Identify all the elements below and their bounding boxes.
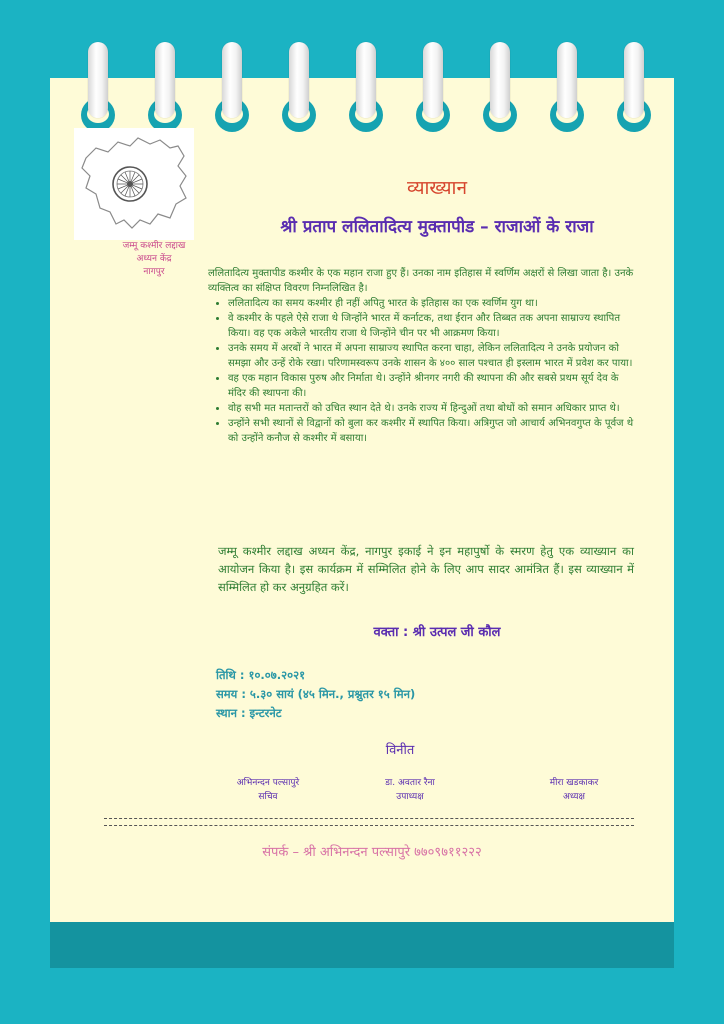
signatory-role: सचिव	[258, 792, 278, 802]
signatory	[504, 776, 644, 804]
spiral-ring	[618, 42, 650, 132]
signatory	[198, 776, 338, 804]
intro-paragraph: ललितादित्य मुक्तापीड कश्मीर के एक महान राजा हुए हैं। उनका नाम इतिहास में स्वर्णिम अक्षरों से लिखा जाता है। उनके व्यक्तित्व का संक्षिप्त विवरण निम्नलिखित है।	[208, 268, 634, 294]
bullet-item: • उन्होंने सभी स्थानों से विद्वानों को बुला कर कश्मीर में स्थापित किया। अत्रिगुप्त जो आचार्य अभिनवगुप्त के पूर्वज थे को उन्होंने कनौज से कश्मीर में बसाया।	[228, 416, 634, 446]
spiral-ring	[149, 42, 181, 132]
logo-caption-line: अध्यन केंद्र	[136, 254, 172, 264]
signatory	[340, 776, 480, 804]
speaker-line: वक्ता : श्री उत्पल जी कौल	[373, 625, 501, 640]
closing-word: विनीत	[385, 743, 415, 758]
spiral-ring	[216, 42, 248, 132]
dashed-divider	[104, 818, 634, 826]
bullet-item: • वोह सभी मत मतान्तरों को उचित स्थान देते थे। उनके राज्य में हिन्दुओं तथा बोधों को समान अधिकार प्राप्त थे।	[228, 401, 634, 416]
logo-caption-line: नागपुर	[143, 267, 165, 277]
invitation-paragraph: जम्मू कश्मीर लद्दाख अध्यन केंद्र, नागपुर इकाई ने इन महापुर्षो के स्मरण हेतु एक व्याख्यान का आयोजन किया है। इस कार्यक्रम में सम्मिलित होने के लिए आप सादर आमंत्रित हैं। इस व्याख्यान में सम्मिलित हो कर अनुग्रहित करें।	[218, 544, 634, 594]
spiral-ring	[350, 42, 382, 132]
signatory-name: मीरा खडकाकर	[549, 778, 599, 788]
page-subtitle: श्री प्रताप ललितादित्य मुक्तापीड – राजाओं के राजा	[280, 217, 594, 237]
spiral-ring	[551, 42, 583, 132]
signatory-role: अध्यक्ष	[563, 792, 585, 802]
bullet-item: • वे कश्मीर के पहले ऐसे राजा थे जिन्होंने भारत में कर्नाटक, तथा ईरान और तिब्बत तक अपना साम्राज्य स्थापित किया। वह एक अकेले भारतीय राजा थे जिन्होंने चीन पर भी आक्रमण किया।	[228, 311, 634, 341]
spiral-ring	[283, 42, 315, 132]
event-date: तिथि : १०.०७.२०२१	[216, 668, 306, 682]
signatory-name: डा. अवतार रैना	[385, 778, 435, 788]
description-block	[208, 266, 634, 446]
bullet-list	[208, 296, 634, 446]
event-place: स्थान : इन्टरनेट	[216, 706, 282, 720]
event-details	[216, 666, 415, 723]
spiral-ring	[82, 42, 114, 132]
signatory-name: अभिनन्दन पल्सापुरे	[236, 778, 300, 788]
bullet-item: • वह एक महान विकास पुरुष और निर्माता थे। उन्होंने श्रीनगर नगरी की स्थापना की और सबसे प्रथम सूर्य देव के मंदिर की स्थापना की।	[228, 371, 634, 401]
bullet-item: • उनके समय में अरबों ने भारत में अपना साम्राज्य स्थापित करना चाहा, लेकिन ललितादित्य ने उनके प्रयोजन को समझा और उन्हें रोके रखा। परिणामस्वरूप उनके शासन के ४०० साल पश्चात ही इस्लाम भारत में प्रवेश कर पाया।	[228, 341, 634, 371]
notepad-footer-band	[50, 922, 674, 968]
page-title: व्याख्यान	[406, 177, 468, 199]
jk-map-emblem-icon	[74, 128, 194, 240]
spiral-ring	[417, 42, 449, 132]
logo-caption-line: जम्मू कश्मीर लद्दाख	[122, 241, 186, 251]
contact-line: संपर्क – श्री अभिनन्दन पल्सापुरे ७७०९७११२२२	[262, 845, 482, 860]
bullet-item: • ललितादित्य का समय कश्मीर ही नहीं अपितु भारत के इतिहास का एक स्वर्णिम युग था।	[228, 296, 634, 311]
event-time: समय : ५.३० सायं (४५ मिन., प्रश्नुतर १५ मिन)	[216, 687, 416, 701]
map-logo	[74, 128, 194, 240]
spiral-ring	[484, 42, 516, 132]
signatory-role: उपाध्यक्ष	[396, 792, 424, 802]
